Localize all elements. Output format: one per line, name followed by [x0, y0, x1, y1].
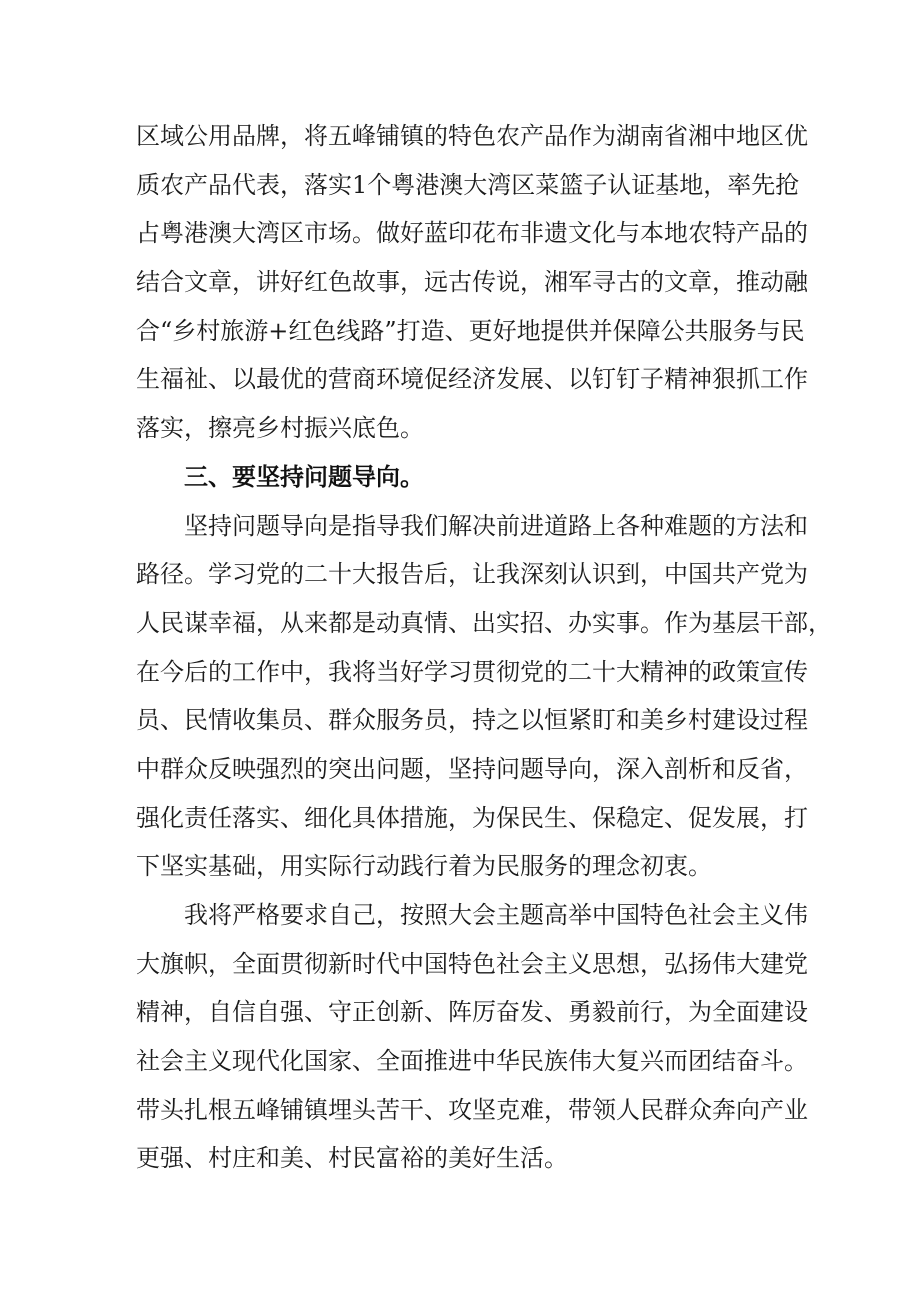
text-line: 生福祉、以最优的营商环境促经济发展、以钉钉子精神狠抓工作: [136, 365, 808, 394]
text-line: 下坚实基础，用实际行动践行着为民服务的理念初衷。: [136, 852, 712, 881]
text-line: 路径。学习党的二十大报告后，让我深刻认识到，中国共产党为: [136, 560, 808, 589]
paragraph-commitment: [136, 891, 808, 1183]
paragraph-problem-oriented: [136, 502, 832, 892]
text-line: 合“乡村旅游+红色线路”打造、更好地提供并保障公共服务与民: [136, 316, 805, 345]
text-line: 我将严格要求自己，按照大会主题高举中国特色社会主义伟: [184, 901, 808, 929]
text-line: 占粤港澳大湾区市场。做好蓝印花布非遗文化与本地农特产品的: [136, 219, 808, 248]
text-line: 人民谋幸福，从来都是动真情、出实招、办实事。作为基层干部，: [136, 608, 832, 637]
text-line: 带头扎根五峰铺镇埋头苦干、攻坚克难，带领人民群众奔向产业: [136, 1095, 808, 1124]
text-line: 精神，自信自强、守正创新、阵厉奋发、勇毅前行，为全面建设: [136, 998, 808, 1027]
text-line: 员、民情收集员、群众服务员，持之以恒紧盯和美乡村建设过程: [136, 706, 808, 735]
section-heading: 三、要坚持问题导向。: [184, 462, 424, 491]
text-line: 强化责任落实、细化具体措施，为保民生、保稳定、促发展，打: [136, 803, 808, 832]
text-line: 质农产品代表，落实1个粤港澳大湾区菜篮子认证基地，率先抢: [136, 170, 800, 199]
text-line: 结合文章，讲好红色故事，远古传说，湘军寻古的文章，推动融: [136, 268, 808, 297]
text-line: 区域公用品牌，将五峰铺镇的特色农产品作为湖南省湘中地区优: [136, 122, 808, 150]
text-line: 坚持问题导向是指导我们解决前进道路上各种难题的方法和: [184, 511, 808, 540]
text-line: 社会主义现代化国家、全面推进中华民族伟大复兴而团结奋斗。: [136, 1047, 808, 1076]
text-line: 中群众反映强烈的突出问题，坚持问题导向，深入剖析和反省，: [136, 754, 808, 783]
text-line: 大旗帜，全面贯彻新时代中国特色社会主义思想，弘扬伟大建党: [136, 949, 808, 978]
paragraph-rural-brand: [136, 112, 808, 453]
document-body: [136, 112, 832, 1183]
text-line: 落实，擦亮乡村振兴底色。: [136, 414, 424, 443]
text-line: 更强、村庄和美、村民富裕的美好生活。: [136, 1144, 568, 1173]
text-line: 在今后的工作中，我将当好学习贯彻党的二十大精神的政策宣传: [136, 657, 808, 686]
